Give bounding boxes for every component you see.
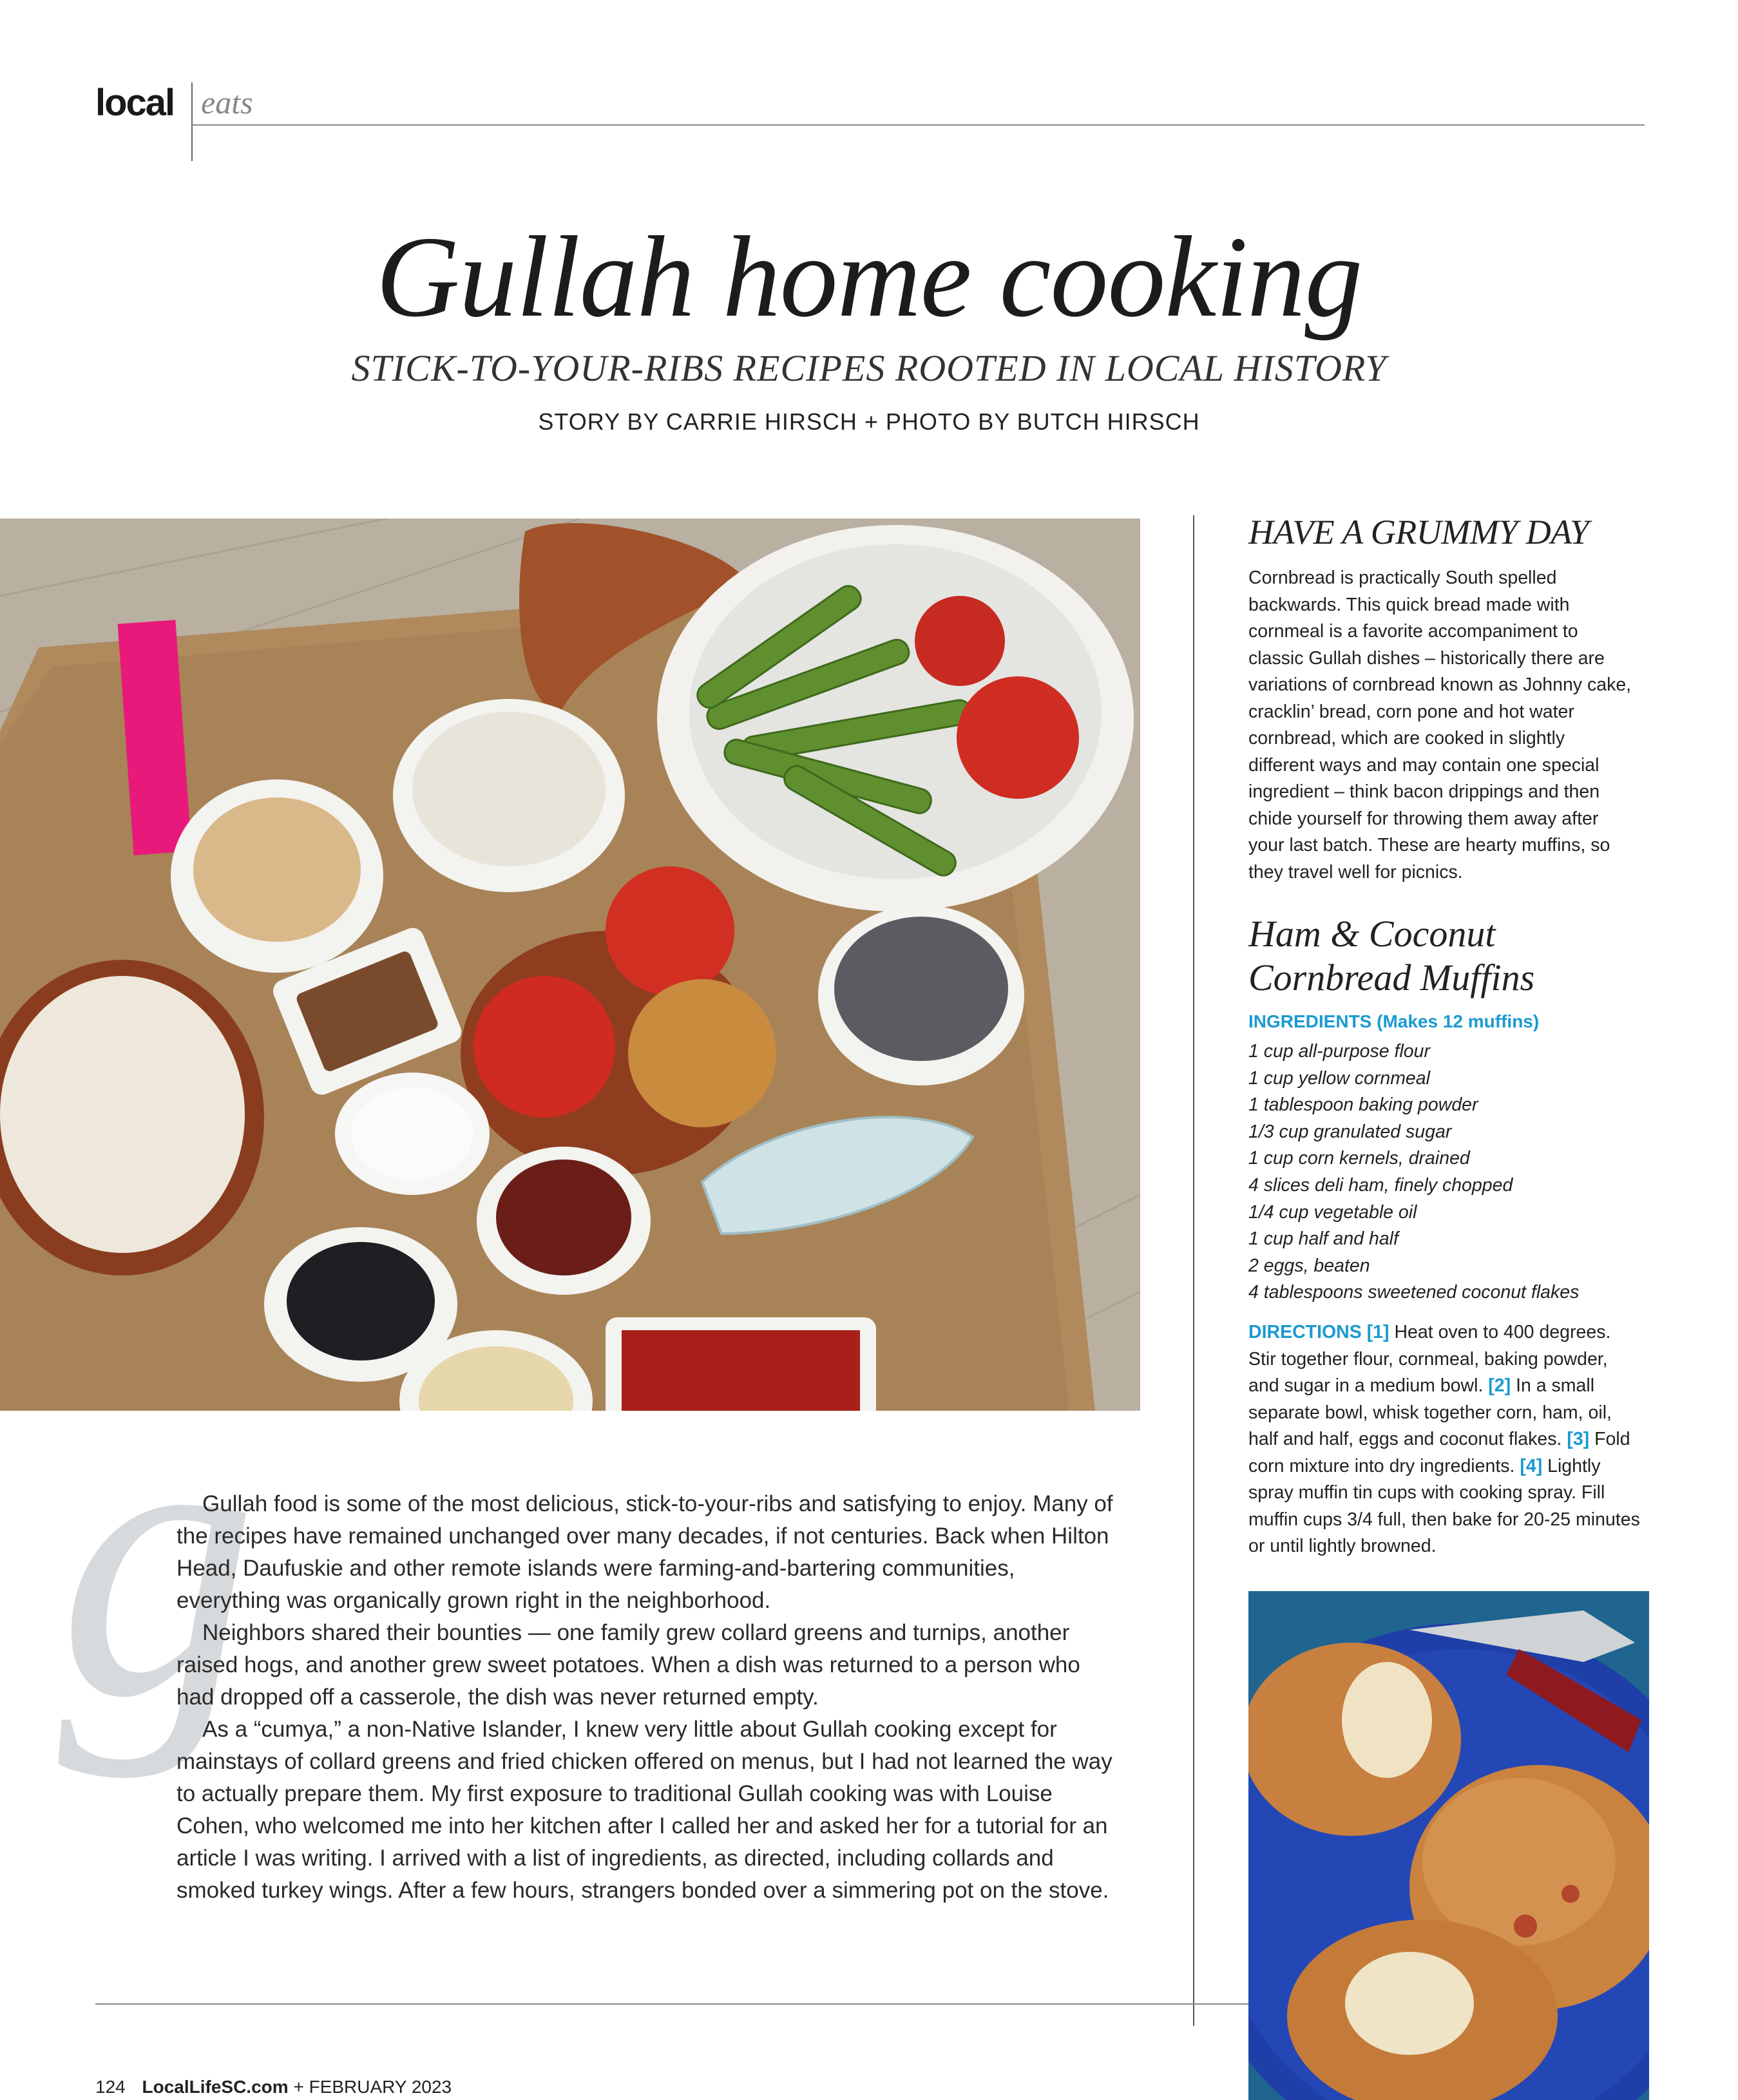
directions (1248, 1319, 1641, 1560)
recipe-title-line-2: Cornbread Muffins (1248, 957, 1535, 998)
ingredient-item: 1 cup corn kernels, drained (1248, 1148, 1470, 1169)
issue-date: + FEBRUARY 2023 (293, 2077, 452, 2097)
recipe-title (1248, 912, 1699, 1000)
ingredient-item: 1 tablespoon baking powder (1248, 1094, 1478, 1116)
body-paragraph: Gullah food is some of the most delicious, stick-to-your-ribs and satisfying to enjoy. Many of the recipes have remained unchanged over many decades, if not centuries. Back when Hilton Head, Daufuskie and other remote islands were farming-and-bartering communities, everything was organically grown right in the neighborhood. (177, 1491, 1113, 1613)
ingredient-item: 1 cup yellow cornmeal (1248, 1067, 1430, 1089)
ingredients-heading: INGREDIENTS (Makes 12 muffins) (1248, 1011, 1540, 1031)
directions-label: DIRECTIONS (1248, 1322, 1362, 1342)
step-number: [4] (1520, 1455, 1543, 1476)
body-paragraph: As a “cumya,” a non-Native Islander, I knew very little about Gullah cooking except for mainstays of collard greens and fried chicken offered on menus, but I had not learned the way to actually prepare them. My first exposure to traditional Gullah cooking was with Louise Cohen, who welcomed me into her kitchen after I called her and asked her for a tutorial for an article I was writing. I arrived with a list of ingredients, as directed, including collards and smoked turkey wings. After a few hours, strangers bonded over a simmering pot on the stove. (177, 1717, 1113, 1903)
column-divider (1193, 515, 1194, 2026)
article-body (177, 1488, 1117, 1907)
ingredients-list (1248, 1038, 1661, 1306)
step-number: [2] (1488, 1375, 1511, 1396)
header-divider-vertical (191, 82, 193, 161)
drop-cap: g (58, 1338, 258, 1780)
muffin-photo (1248, 1591, 1649, 2100)
ingredient-item: 1 cup half and half (1248, 1228, 1399, 1250)
footer-rule (95, 2003, 1248, 2005)
step-text: Heat oven to 400 degrees. Stir together flour, cornmeal, baking powder, and sugar in a medium bowl. (1248, 1322, 1611, 1396)
header-rule (191, 124, 1645, 126)
ingredient-item: 4 tablespoons sweetened coconut flakes (1248, 1282, 1580, 1303)
ingredient-item: 1 cup all-purpose flour (1248, 1041, 1430, 1062)
sidebar-intro: Cornbread is practically South spelled backwards. This quick bread made with cornmeal is a favorite accompaniment to classic Gullah dishes – historically there are variations of cornbread known as Johnny cake, cracklin’ bread, corn pone and hot water cornbread, which are cooked in slightly different ways and may contain one special ingredient – think bacon drippings and then chide yourself for throwing them away after your last batch. These are hearty muffins, so they travel well for picnics. (1248, 568, 1632, 883)
site-link[interactable]: LocalLifeSC.com (142, 2077, 289, 2097)
article-subtitle: STICK-TO-YOUR-RIBS RECIPES ROOTED IN LOCAL HISTORY (351, 347, 1387, 389)
step-number: [1] (1366, 1322, 1389, 1342)
section-label: eats (201, 84, 253, 120)
sidebar-heading: HAVE A GRUMMY DAY (1248, 513, 1589, 551)
ingredient-item: 2 eggs, beaten (1248, 1255, 1370, 1276)
brand-logo: local (95, 82, 175, 124)
page-number: 124 (95, 2077, 126, 2097)
ingredients-photo (0, 519, 1140, 1411)
ingredient-item: 1/3 cup granulated sugar (1248, 1121, 1452, 1142)
ingredient-item: 4 slices deli ham, finely chopped (1248, 1174, 1513, 1196)
footer (95, 2077, 452, 2097)
step-number: [3] (1567, 1429, 1590, 1449)
article-byline: STORY BY CARRIE HIRSCH + PHOTO BY BUTCH HIRSCH (538, 408, 1200, 435)
step-text: In a small separate bowl, whisk together corn, ham, oil, half and half, eggs and coconut flakes. (1248, 1375, 1612, 1449)
article-title: Gullah home cooking (376, 213, 1362, 341)
step-text: Fold corn mixture into dry ingredients. (1248, 1429, 1630, 1476)
step-text: Lightly spray muffin tin cups with cooking spray. Fill muffin cups 3/4 full, then bake for 20-25 minutes or until lightly browned. (1248, 1455, 1640, 1556)
ingredient-item: 1/4 cup vegetable oil (1248, 1201, 1417, 1223)
body-paragraph: Neighbors shared their bounties — one family grew collard greens and turnips, another raised hogs, and another grew sweet potatoes. When a dish was returned to a person who had dropped off a casserole, the dish was never returned empty. (177, 1620, 1080, 1710)
recipe-title-line-1: Ham & Coconut (1248, 913, 1496, 955)
